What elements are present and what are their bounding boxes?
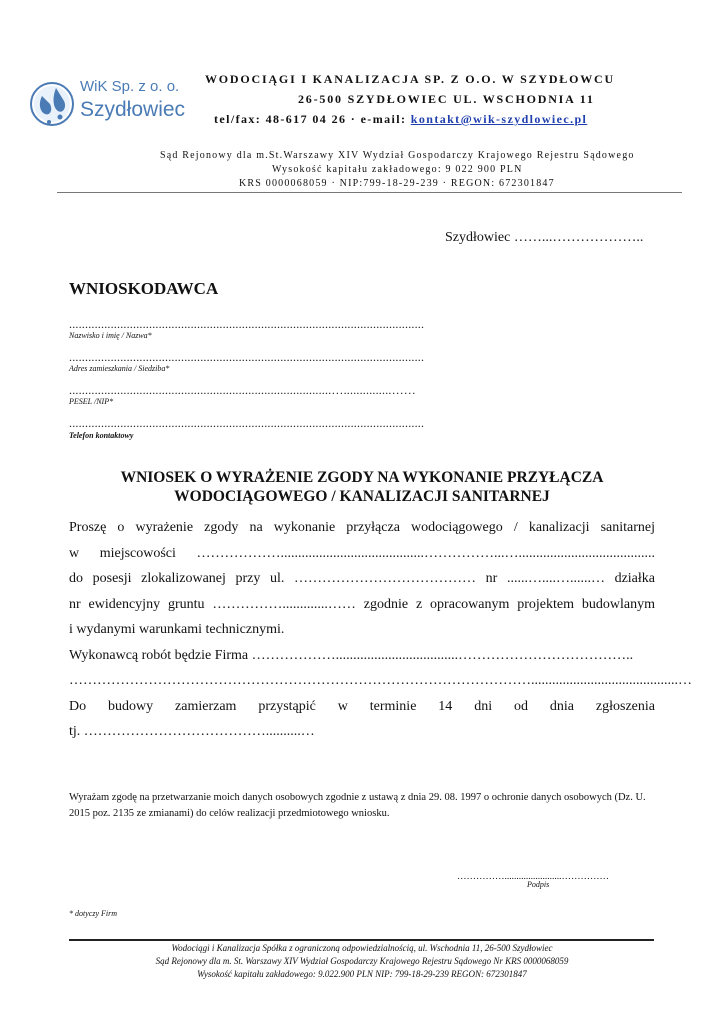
- footer-line-2: Sąd Rejonowy dla m. St. Warszawy XIV Wydział Gospodarczy Krajowego Rejestru Sądowego Nr KRS 0000068059: [155, 956, 569, 966]
- applicant-heading: WNIOSKODAWCA: [69, 279, 219, 298]
- body-contractor-continuation[interactable]: ………………………………………………………………………………………..........................................…: [69, 673, 692, 688]
- footer-line-3: Wysokość kapitału zakładowego: 9.022.900 PLN NIP: 799-18-29-239 REGON: 672301847: [197, 969, 527, 979]
- phone-label: Telefon kontaktowy: [69, 431, 134, 440]
- company-name-header: WODOCIĄGI I KANALIZACJA SP. Z O.O. W SZYDŁOWCU: [205, 72, 615, 86]
- footer-line-1: Wodociągi i Kanalizacja Spółka z ograniczoną odpowiedzialnością, ul. Wschodnia 11, 26-500 Szydłowiec: [171, 943, 553, 953]
- signature-label: Podpis: [527, 880, 550, 889]
- water-drops-logo-icon: [30, 74, 80, 136]
- pesel-nip-label: PESEL /NIP*: [69, 397, 114, 406]
- contact-prefix: tel/fax: 48-617 04 26 · e-mail:: [214, 112, 411, 126]
- registry-court: Sąd Rejonowy dla m.St.Warszawy XIV Wydział Gospodarczy Krajowego Rejestru Sądowego: [160, 150, 635, 161]
- body-locality-field[interactable]: w miejscowości ……………….........................................……………...….......................................: [69, 546, 655, 561]
- header-divider: [57, 192, 682, 193]
- logo-town-name: Szydłowiec: [80, 98, 186, 121]
- footnote: * dotyczy Firm: [69, 909, 117, 918]
- phone-field[interactable]: ...............................................................................................................: [69, 416, 425, 430]
- registry-ids: KRS 0000068059 · NIP:799-18-29-239 · REGON: 672301847: [239, 178, 555, 189]
- logo-company-name: WiK Sp. z o. o.: [80, 78, 180, 95]
- body-contractor-field[interactable]: Wykonawcą robót będzie Firma ………………...................................………………………………..: [69, 648, 634, 663]
- email-link[interactable]: kontakt@wik-szydlowiec.pl: [410, 112, 588, 126]
- company-address-header: 26-500 SZYDŁOWIEC UL. WSCHODNIA 11: [298, 92, 595, 106]
- signature-field[interactable]: ……………........................……………: [457, 872, 609, 882]
- body-line-5: i wydanymi warunkami technicznymi.: [69, 622, 285, 637]
- document-title-line1: WNIOSEK O WYRAŻENIE ZGODY NA WYKONANIE PRZYŁĄCZA: [120, 469, 604, 486]
- body-line-8: Do budowy zamierzam przystąpić w terminie 14 dni od dnia zgłoszenia: [69, 699, 655, 714]
- document-title-line2: WODOCIĄGOWEGO / KANALIZACJI SANITARNEJ: [174, 488, 550, 505]
- body-line-1: Proszę o wyrażenie zgody na wykonanie przyłącza wodociągowego / kanalizacji sanitarnej: [69, 520, 655, 535]
- body-street-field[interactable]: do posesji zlokalizowanej przy ul. ………………………………… nr ......…....…......… działka: [69, 571, 655, 586]
- address-field[interactable]: ...............................................................................................................: [69, 350, 425, 364]
- registry-capital: Wysokość kapitału zakładowego: 9 022 900 PLN: [272, 164, 523, 175]
- name-label: Nazwisko i imię / Nazwa*: [69, 331, 152, 340]
- body-parcel-field[interactable]: nr ewidencyjny gruntu …………….............…… zgodnie z opracowanym projektem budowlanym: [69, 597, 655, 612]
- name-field[interactable]: ...............................................................................................................: [69, 317, 425, 331]
- pesel-nip-field[interactable]: ..................................................................................…...............……: [69, 383, 416, 397]
- contact-line: [214, 112, 587, 127]
- body-date-field[interactable]: tj. …………………………………..........…: [69, 724, 315, 739]
- place-date-field[interactable]: Szydłowiec ……...………………..: [445, 230, 644, 245]
- address-label: Adres zamieszkania / Siedziba*: [69, 364, 170, 373]
- data-consent-text: Wyrażam zgodę na przetwarzanie moich danych osobowych zgodnie z ustawą z dnia 29. 08. 1997 o ochronie danych osobowych (Dz. U. 2015 poz. 2135 ze zmianami) do celów realizacji przedmiotowego wniosku.: [69, 792, 646, 819]
- footer-divider: [69, 939, 654, 941]
